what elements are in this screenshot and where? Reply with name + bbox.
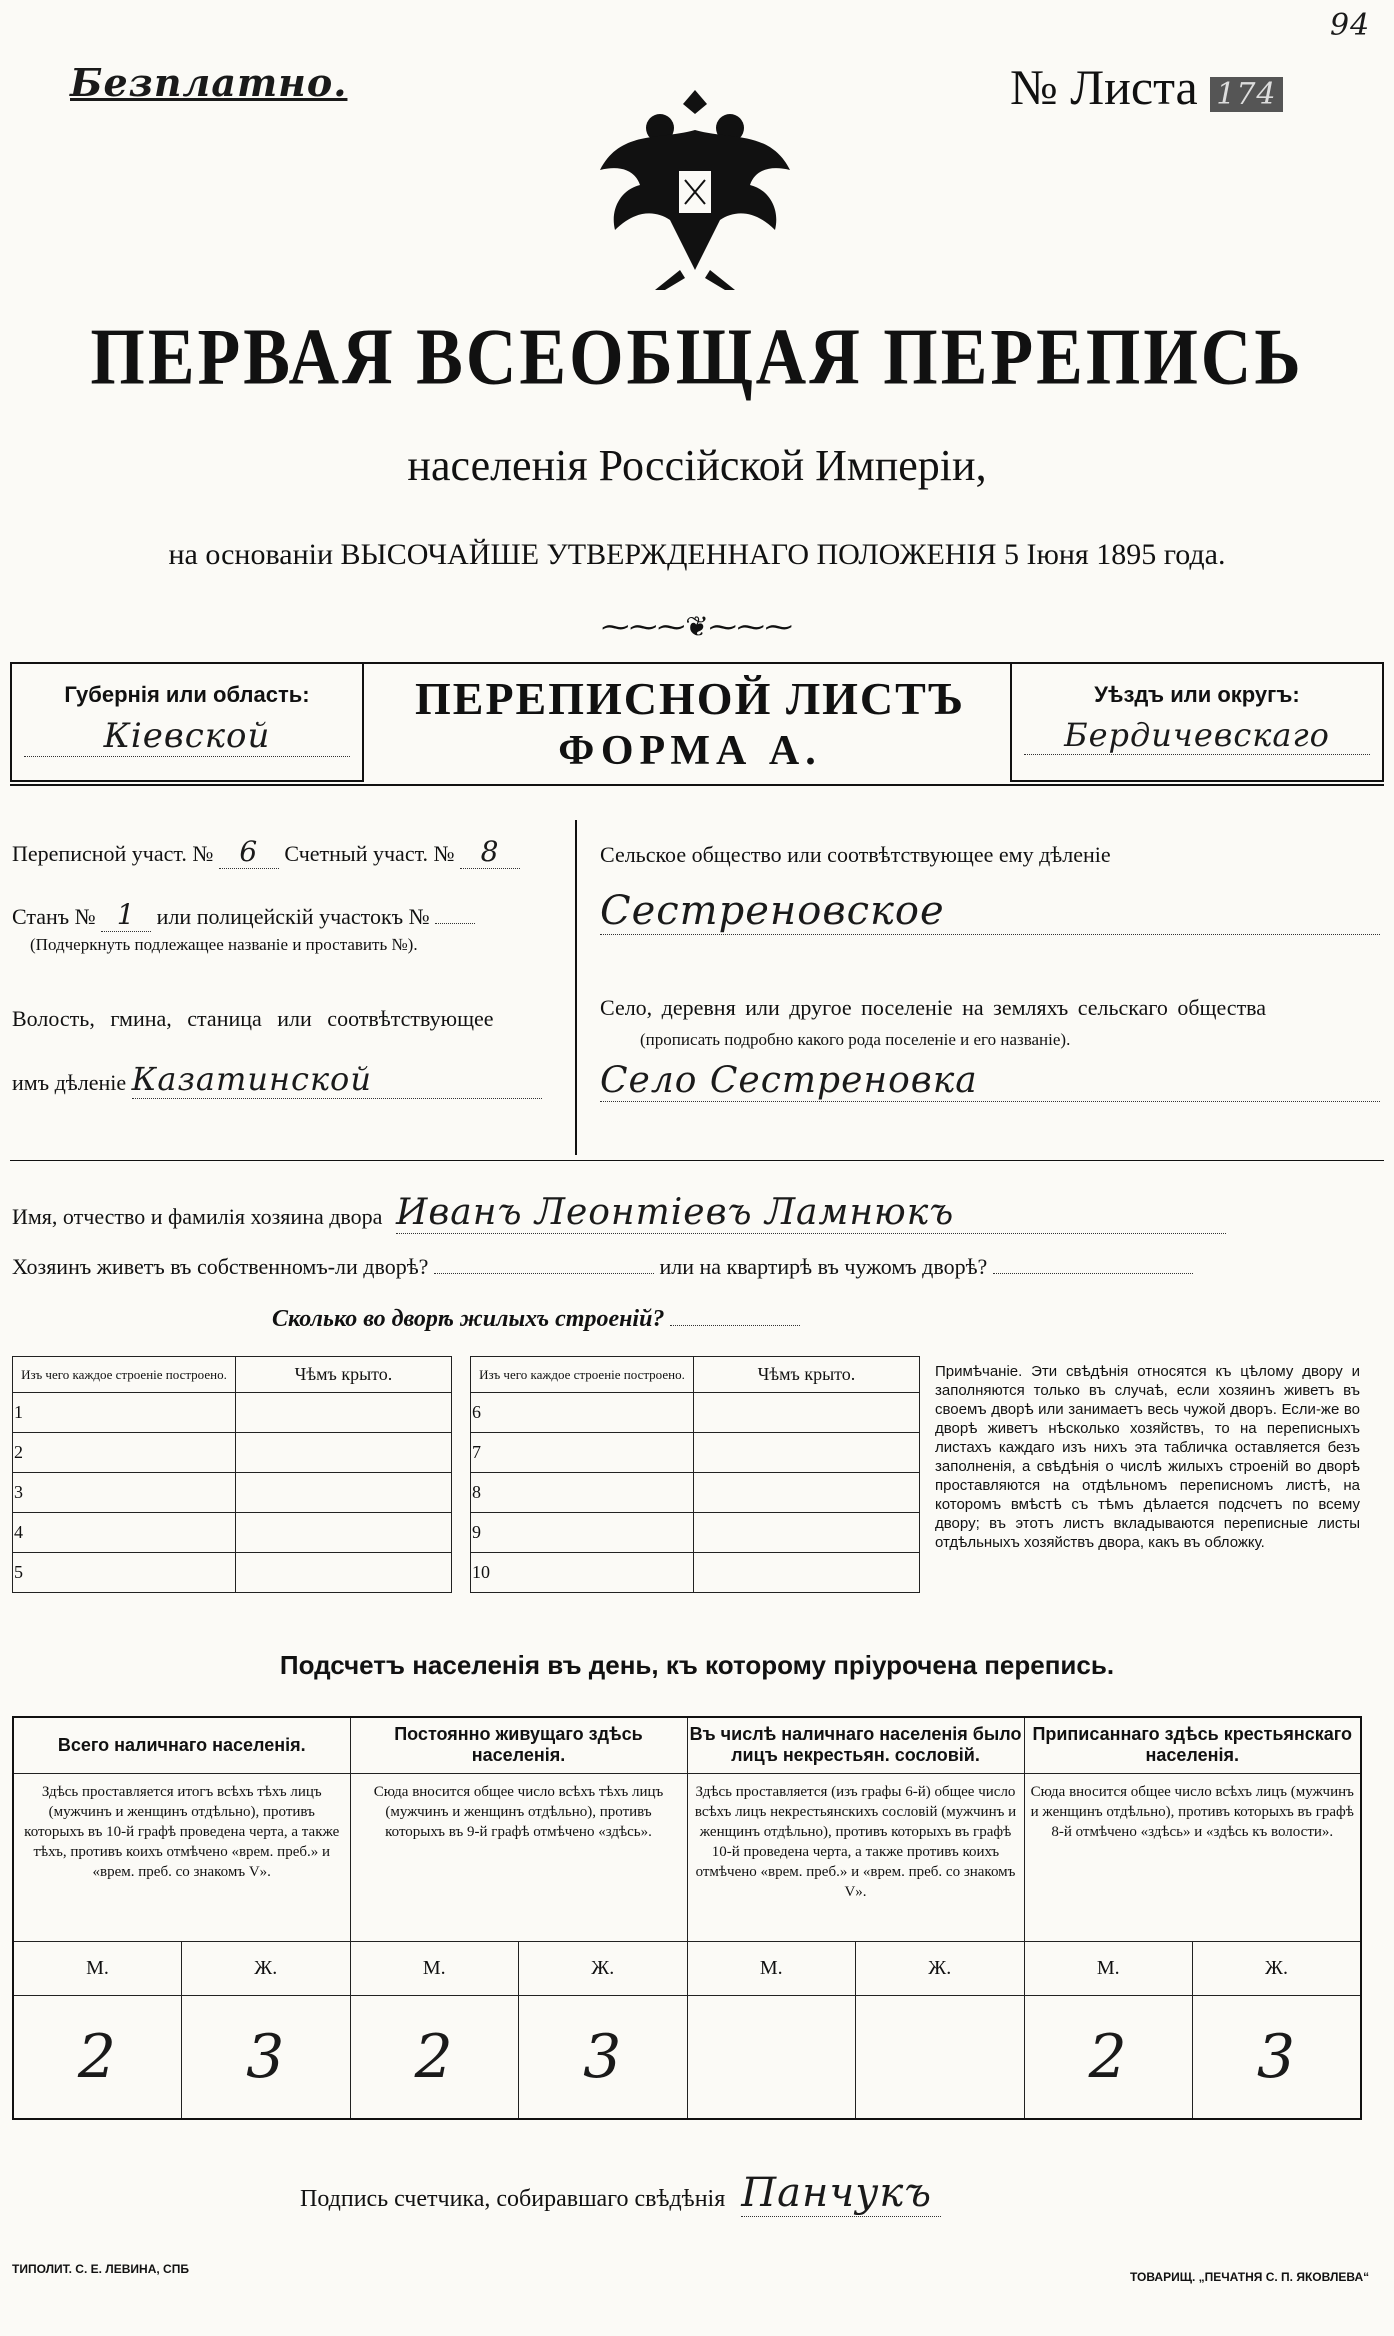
underline-note: (Подчеркнуть подлежащее названіе и проставить №).	[30, 935, 418, 954]
form-title-line2: ФОРМА А.	[558, 728, 822, 774]
female-count: 3	[519, 1995, 688, 2119]
form-center-title	[370, 672, 1010, 775]
building-row-num: 8	[471, 1473, 694, 1513]
village-note: (прописать подробно какого рода поселеніе и его названіе).	[640, 1030, 1071, 1049]
owner-name-value: Иванъ Леонтіевъ Ламнюкъ	[396, 1192, 1226, 1234]
pop-col-desc: Здѣсь проставляется (изъ графы 6-й) общее число всѣхъ лицъ некрестьянскихъ сословій (мужчинъ и женщинъ отдѣльно), противъ которыхъ въ графѣ 10-й проведена черта, а также противъ коихъ отмѣчено «врем. преб.» и «врем. преб. со знакомъ V».	[687, 1773, 1024, 1941]
village-label: Село, деревня или другое поселеніе на земляхъ сельскаго общества	[600, 995, 1267, 1020]
building-roof-cell	[236, 1513, 452, 1553]
form-title-line1: ПЕРЕПИСНОЙ ЛИСТЪ	[414, 673, 966, 724]
uezd-box	[1010, 662, 1384, 782]
volost-value: Казатинской	[132, 1060, 542, 1099]
residence-row	[12, 1254, 1382, 1280]
guberniya-label: Губернія или область:	[64, 682, 310, 707]
page-title: ПЕРВАЯ ВСЕОБЩАЯ ПЕРЕПИСЬ	[90, 313, 1304, 402]
col-built-header: Изъ чего каждое строеніе построено.	[13, 1357, 236, 1393]
buildings-question-text: Сколько во дворѣ жилыхъ строеній?	[272, 1306, 665, 1332]
signature-value: Панчукъ	[741, 2170, 941, 2217]
counting-district-value: 8	[460, 835, 520, 869]
sheet-number	[1010, 58, 1283, 116]
police-district-value	[435, 923, 475, 924]
printer-right: ТОВАРИЩ. „ПЕЧАТНЯ С. П. ЯКОВЛЕВА“	[1130, 2270, 1370, 2284]
female-count: 3	[182, 1995, 351, 2119]
building-roof-cell	[694, 1433, 920, 1473]
col-roof-header: Чѣмъ крыто.	[236, 1357, 452, 1393]
volost-row	[12, 1060, 572, 1099]
building-roof-cell	[694, 1513, 920, 1553]
female-count	[856, 1995, 1025, 2119]
owner-name-label: Имя, отчество и фамилія хозяина двора	[12, 1204, 383, 1229]
buildings-question	[272, 1306, 800, 1333]
guberniya-value: Кіевской	[24, 716, 350, 757]
buildings-count-value	[670, 1325, 800, 1326]
village-value: Село Сестреновка	[600, 1060, 1380, 1102]
volost-label-2: имъ дѣленіе	[12, 1070, 127, 1095]
printer-left: ТИПОЛИТ. С. Е. ЛЕВИНА, СПБ	[12, 2262, 189, 2276]
male-count	[687, 1995, 856, 2119]
stan-value: 1	[101, 898, 151, 932]
census-district-row	[12, 835, 572, 869]
column-divider	[575, 820, 577, 1155]
pop-col-title: Постоянно живущаго здѣсь населенія.	[350, 1717, 687, 1773]
population-table	[12, 1716, 1362, 2120]
building-roof-cell	[694, 1553, 920, 1593]
rent-label: или на квартирѣ въ чужомъ дворѣ?	[659, 1254, 988, 1279]
corner-mark: 94	[1330, 8, 1371, 43]
society-label: Сельское общество или соотвѣтствующее ему дѣленіе	[600, 842, 1111, 867]
building-row-num: 9	[471, 1513, 694, 1553]
building-roof-cell	[236, 1553, 452, 1593]
population-heading: Подсчетъ населенія въ день, къ которому пріурочена перепись.	[279, 1650, 1115, 1680]
male-header: М.	[13, 1941, 182, 1995]
legal-basis: на основаніи ВЫСОЧАЙШЕ УТВЕРЖДЕННАГО ПОЛОЖЕНІЯ 5 Іюня 1895 года.	[168, 538, 1226, 571]
building-row-num: 5	[13, 1553, 236, 1593]
male-count: 2	[13, 1995, 182, 2119]
signature-row	[300, 2170, 941, 2217]
male-count: 2	[350, 1995, 519, 2119]
buildings-table-left	[12, 1356, 452, 1593]
guberniya-box	[10, 662, 364, 782]
building-row-num: 7	[471, 1433, 694, 1473]
female-count: 3	[1193, 1995, 1362, 2119]
female-header: Ж.	[1193, 1941, 1362, 1995]
male-header: М.	[350, 1941, 519, 1995]
police-district-label: или полицейскій участокъ №	[156, 904, 430, 929]
building-roof-cell	[236, 1393, 452, 1433]
free-label: Безплатно.	[70, 60, 348, 105]
rent-value	[993, 1273, 1193, 1274]
pop-col-title: Въ числѣ наличнаго населенія было лицъ некрестьян. сословій.	[687, 1717, 1024, 1773]
pop-col-desc: Сюда вносится общее число всѣхъ лицъ (мужчинъ и женщинъ отдѣльно), противъ которыхъ въ графѣ 8-й отмѣчено «здѣсь» и «здѣсь къ волости».	[1024, 1773, 1361, 1941]
buildings-note: Примѣчаніе. Эти свѣдѣнія относятся къ цѣлому двору и заполняются только въ случаѣ, если хозяинъ живетъ въ своемъ дворѣ или занимаетъ весь чужой дворъ. Если-же во дворѣ живетъ нѣсколько хозяйствъ, то на переписныхъ листахъ каждаго изъ нихъ эта табличка оставляется безъ заполненія, а свѣдѣнія о числѣ жилыхъ строеній во дворѣ проставляются на отдѣльномъ переписномъ листѣ, на которомъ вмѣстѣ съ тѣмъ дѣлается подсчетъ по всему двору; въ этотъ листъ вкладываются переписные листы отдѣльныхъ хозяйствъ двора, какъ въ обложку.	[935, 1363, 1360, 1551]
buildings-table-right	[470, 1356, 920, 1593]
census-district-label: Переписной участ. №	[12, 841, 214, 866]
male-header: М.	[1024, 1941, 1193, 1995]
building-row-num: 6	[471, 1393, 694, 1433]
ornament-divider: ⁓⁓⁓❦⁓⁓⁓	[601, 612, 793, 643]
uezd-label: Уѣздъ или округъ:	[1094, 682, 1300, 707]
pop-col-desc: Сюда вносится общее число всѣхъ тѣхъ лицъ (мужчинъ и женщинъ отдѣльно), противъ которыхъ въ 9-й графѣ отмѣчено «здѣсь».	[350, 1773, 687, 1941]
female-header: Ж.	[856, 1941, 1025, 1995]
col-built-header: Изъ чего каждое строеніе построено.	[471, 1357, 694, 1393]
uezd-value: Бердичевскаго	[1024, 716, 1370, 755]
female-header: Ж.	[182, 1941, 351, 1995]
male-header: М.	[687, 1941, 856, 1995]
building-roof-cell	[236, 1433, 452, 1473]
stan-row	[12, 898, 572, 932]
page-subtitle: населенія Россійской Имперіи,	[407, 441, 987, 490]
pop-col-title: Всего наличнаго населенія.	[13, 1717, 350, 1773]
society-value: Сестреновское	[600, 888, 1380, 935]
building-row-num: 4	[13, 1513, 236, 1553]
building-roof-cell	[694, 1393, 920, 1433]
building-row-num: 1	[13, 1393, 236, 1433]
owner-row	[12, 1192, 1372, 1234]
building-row-num: 3	[13, 1473, 236, 1513]
sheet-number-label: № Листа	[1010, 59, 1198, 115]
census-district-value: 6	[219, 835, 279, 869]
section-divider	[10, 1160, 1384, 1161]
pop-col-title: Приписаннаго здѣсь крестьянскаго населенія.	[1024, 1717, 1361, 1773]
counting-district-label: Счетный участ. №	[284, 841, 455, 866]
double-headed-eagle-emblem	[580, 70, 810, 300]
building-row-num: 2	[13, 1433, 236, 1473]
volost-label: Волость, гмина, станица или соотвѣтствующее	[12, 1006, 494, 1031]
building-roof-cell	[236, 1473, 452, 1513]
male-count: 2	[1024, 1995, 1193, 2119]
building-roof-cell	[694, 1473, 920, 1513]
stan-label: Станъ №	[12, 904, 96, 929]
building-row-num: 10	[471, 1553, 694, 1593]
own-yard-label: Хозяинъ живетъ въ собственномъ-ли дворѣ?	[12, 1254, 429, 1279]
female-header: Ж.	[519, 1941, 688, 1995]
own-yard-value	[434, 1273, 654, 1274]
col-roof-header: Чѣмъ крыто.	[694, 1357, 920, 1393]
sheet-number-value: 174	[1210, 77, 1282, 112]
pop-col-desc: Здѣсь проставляется итогъ всѣхъ тѣхъ лицъ (мужчинъ и женщинъ отдѣльно), противъ которыхъ въ 10-й графѣ проведена черта, а также тѣхъ, противъ коихъ отмѣчено «врем. преб.» и «врем. преб. со знакомъ V».	[13, 1773, 350, 1941]
signature-label: Подпись счетчика, собиравшаго свѣдѣнія	[300, 2186, 726, 2212]
